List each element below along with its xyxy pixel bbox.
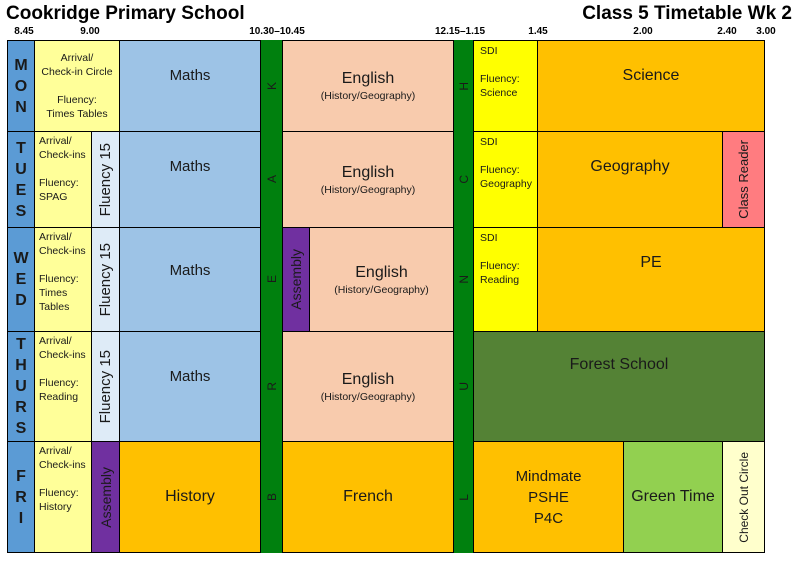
arrival-text: Fluency: [57,94,97,106]
lunch-letter: U [456,382,471,391]
green-time-cell-friday [623,441,723,553]
english-label: English [355,263,408,281]
arrival-text: Arrival/ [60,52,94,64]
arrival-text: Tables [39,301,70,313]
lunch-letter: C [456,175,471,184]
day-letter: D [15,292,27,309]
assembly-cell-wednesday [282,227,310,332]
arrival-text: Check-ins [39,349,86,361]
pe-cell-wednesday [537,227,765,332]
arrival-text: Check-ins [39,459,86,471]
arrival-text: History [39,501,72,513]
lunch-cell-thursday [453,331,474,442]
break-letter: A [264,175,279,184]
fluency-label: Fluency 15 [97,349,114,424]
afternoon-label: Forest School [569,356,669,373]
time-label: 2.40 [717,26,737,37]
arrival-text: Fluency: [39,377,79,389]
english-label: English [341,70,395,87]
day-cell-thursday [7,331,35,442]
sdi-text: Fluency: [480,260,520,272]
arrival-text: Reading [39,391,79,403]
assembly-label: Assembly [288,249,304,310]
maths-label: Maths [169,158,211,175]
day-letter: H [15,357,27,374]
sdi-cell-wednesday [473,227,538,332]
maths-label: Maths [169,67,211,84]
fluency-cell-tuesday [91,131,120,228]
maths-cell-tuesday [119,131,261,228]
day-cell-wednesday [7,227,35,332]
arrival-text: Check-ins [39,149,86,161]
green-time-label: Green Time [631,488,715,505]
sdi-cell-tuesday [473,131,538,228]
time-label: 12.15–1.15 [434,26,486,37]
class-reader-cell-tuesday [722,131,765,228]
break-cell-wednesday [260,227,283,332]
arrival-text: Check-in Circle [41,66,113,78]
break-cell-thursday [260,331,283,442]
maths-cell-monday [119,40,261,132]
sdi-text: Fluency: [480,164,520,176]
time-label: 2.00 [633,26,653,37]
school-name: Cookridge Primary School [6,3,245,24]
maths-cell-thursday [119,331,261,442]
science-cell-monday [537,40,765,132]
maths-label: Maths [169,262,211,279]
break-letter: K [264,81,279,90]
maths-cell-wednesday [119,227,261,332]
fluency-label: Fluency 15 [97,142,114,217]
lunch-letter: N [456,275,471,284]
time-label: 1.45 [528,26,548,37]
afternoon-line: PSHE [528,488,569,506]
afternoon-label: Science [622,67,680,84]
arrival-text: SPAG [39,191,68,203]
day-letter: O [14,77,28,95]
break-letter: R [264,382,279,391]
arrival-cell-friday [34,441,92,553]
afternoon-label: PE [640,254,662,271]
afternoon-line: Mindmate [515,467,582,485]
lunch-cell-friday [453,441,474,553]
english-cell-thursday [282,331,454,442]
arrival-cell-tuesday [34,131,92,228]
time-label: 9.00 [80,26,100,37]
check-out-cell-friday [722,441,765,553]
maths-label: Maths [169,368,211,385]
sdi-text: SDI [480,45,498,57]
english-sublabel: (History/Geography) [334,283,429,296]
afternoon-line: P4C [533,509,564,527]
day-letter: W [13,250,29,267]
geography-cell-tuesday [537,131,723,228]
day-letter: M [14,56,28,74]
assembly-cell-friday [91,441,120,553]
fluency-cell-wednesday [91,227,120,332]
french-cell-friday [282,441,454,553]
english-cell-wednesday [309,227,454,332]
arrival-text: Arrival/ [39,335,72,347]
day-letter: S [15,420,27,437]
day-letter: R [15,399,27,416]
sdi-text: Geography [480,178,532,190]
arrival-cell-thursday [34,331,92,442]
day-letter: T [16,336,26,353]
time-label: 10.30–10.45 [249,26,305,37]
time-label: 8.45 [14,26,34,37]
arrival-text: Times Tables [46,108,108,120]
sdi-text: Fluency: [480,73,520,85]
arrival-text: Check-ins [39,245,86,257]
break-letter: B [264,492,279,501]
forest-school-cell-thursday [473,331,765,442]
arrival-text: Fluency: [39,487,79,499]
lunch-letter: H [456,81,471,91]
english-cell-tuesday [282,131,454,228]
break-cell-friday [260,441,283,553]
sdi-text: SDI [480,232,498,244]
day-letter: F [16,467,26,485]
arrival-text: Arrival/ [39,445,72,457]
day-letter: U [15,160,27,178]
mindmate-cell-friday [473,441,624,553]
sdi-cell-monday [473,40,538,132]
day-letter: E [15,181,27,199]
sdi-text: SDI [480,136,498,148]
english-label: English [341,163,395,181]
english-sublabel: (History/Geography) [320,183,416,196]
day-cell-friday [7,441,35,553]
day-letter: R [15,488,27,506]
day-letter: N [15,98,27,116]
arrival-text: Fluency: [39,177,79,189]
arrival-cell-monday [34,40,120,132]
fluency-label: Fluency 15 [97,242,114,317]
arrival-text: Arrival/ [39,135,72,147]
day-cell-monday [7,40,35,132]
day-cell-tuesday [7,131,35,228]
lunch-cell-wednesday [453,227,474,332]
lunch-cell-tuesday [453,131,474,228]
day-letter: U [15,378,27,395]
break-letter: E [264,275,279,284]
assembly-label: Assembly [97,466,114,528]
english-sublabel: (History/Geography) [320,390,416,403]
sdi-text: Reading [480,274,520,286]
day-letter: E [15,271,27,288]
arrival-text: Fluency: [39,273,79,285]
day-letter: S [15,202,27,220]
day-letter: I [18,509,24,527]
day-letter: T [16,139,26,157]
history-label: History [165,488,215,505]
lunch-letter: L [456,493,471,501]
break-cell-monday [260,40,283,132]
lunch-cell-monday [453,40,474,132]
english-label: English [341,370,395,388]
afternoon-label: Geography [590,158,670,175]
english-cell-monday [282,40,454,132]
arrival-text: Times [39,287,68,299]
class-reader-label: Class Reader [736,140,751,219]
time-label: 3.00 [756,26,776,37]
history-cell-friday [119,441,261,553]
check-out-label: Check Out Circle [736,451,751,543]
fluency-cell-thursday [91,331,120,442]
sdi-text: Science [480,87,518,99]
english-sublabel: (History/Geography) [320,90,416,102]
arrival-cell-wednesday [34,227,92,332]
arrival-text: Arrival/ [39,231,72,243]
timetable-title: Class 5 Timetable Wk 2 [582,3,792,24]
french-label: French [343,488,393,505]
break-cell-tuesday [260,131,283,228]
